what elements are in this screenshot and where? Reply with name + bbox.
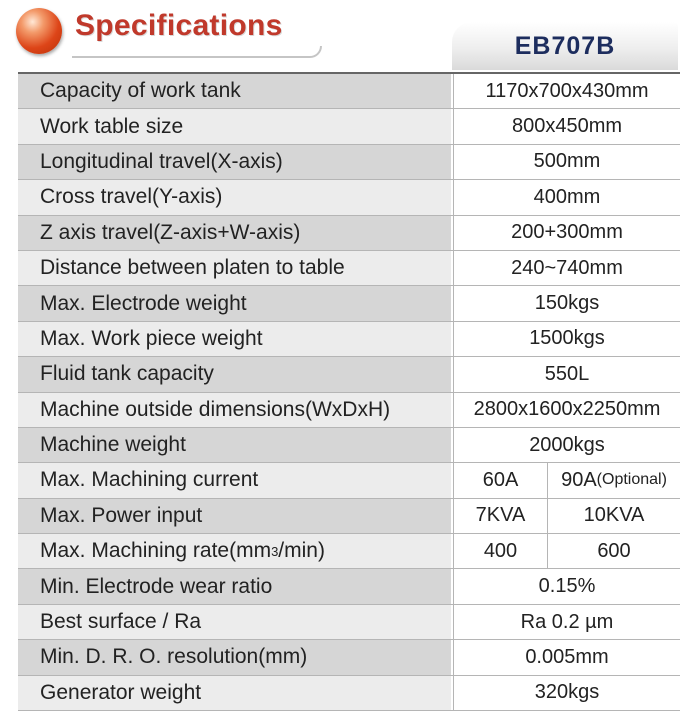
spec-value-optional bbox=[548, 463, 680, 497]
table-row bbox=[18, 676, 680, 711]
spec-value: Ra 0.2 µm bbox=[453, 605, 680, 639]
spec-value: 200+300mm bbox=[453, 216, 680, 250]
spec-value: 400mm bbox=[453, 180, 680, 214]
table-row bbox=[18, 569, 680, 604]
spec-label bbox=[18, 534, 453, 568]
spec-label: Machine outside dimensions(WxDxH) bbox=[18, 393, 453, 427]
spec-value-optional-number: 90A bbox=[561, 468, 597, 491]
spec-label-suffix: /min) bbox=[278, 539, 325, 563]
spec-value-split bbox=[453, 463, 680, 497]
table-row bbox=[18, 180, 680, 215]
spec-value: 800x450mm bbox=[453, 109, 680, 143]
spec-value: 2800x1600x2250mm bbox=[453, 393, 680, 427]
spec-label-text: Max. Machining rate(mm bbox=[40, 539, 272, 563]
orange-ball-icon bbox=[16, 8, 62, 54]
spec-label: Machine weight bbox=[18, 428, 453, 462]
spec-value-standard: 7KVA bbox=[454, 499, 548, 533]
spec-value-standard: 60A bbox=[454, 463, 548, 497]
spec-value: 1170x700x430mm bbox=[453, 74, 680, 108]
spec-label: Min. Electrode wear ratio bbox=[18, 569, 453, 603]
table-row bbox=[18, 534, 680, 569]
spec-value: 0.005mm bbox=[453, 640, 680, 674]
table-row bbox=[18, 499, 680, 534]
spec-label: Longitudinal travel(X-axis) bbox=[18, 145, 453, 179]
spec-label: Z axis travel(Z-axis+W-axis) bbox=[18, 216, 453, 250]
spec-value: 500mm bbox=[453, 145, 680, 179]
spec-value: 1500kgs bbox=[453, 322, 680, 356]
spec-label: Work table size bbox=[18, 109, 453, 143]
table-row bbox=[18, 428, 680, 463]
spec-label: Max. Work piece weight bbox=[18, 322, 453, 356]
table-row bbox=[18, 357, 680, 392]
spec-value: 320kgs bbox=[453, 676, 680, 710]
table-row bbox=[18, 393, 680, 428]
spec-label: Max. Machining current bbox=[18, 463, 453, 497]
superscript-3: 3 bbox=[271, 543, 279, 559]
table-row bbox=[18, 286, 680, 321]
spec-label: Capacity of work tank bbox=[18, 74, 453, 108]
spec-value: 550L bbox=[453, 357, 680, 391]
spec-value-split bbox=[453, 534, 680, 568]
table-row bbox=[18, 251, 680, 286]
spec-value-optional: 600 bbox=[597, 539, 631, 562]
spec-value-standard: 400 bbox=[454, 534, 548, 568]
table-row bbox=[18, 605, 680, 640]
spec-label: Generator weight bbox=[18, 676, 453, 710]
table-row bbox=[18, 109, 680, 144]
table-row bbox=[18, 322, 680, 357]
spec-label: Max. Electrode weight bbox=[18, 286, 453, 320]
optional-note: (Optional) bbox=[596, 471, 667, 489]
model-tab: EB707B bbox=[452, 22, 678, 70]
page-title: Specifications bbox=[75, 9, 283, 42]
spec-header bbox=[0, 0, 682, 70]
title-underline bbox=[72, 46, 322, 58]
table-row bbox=[18, 74, 680, 109]
table-row bbox=[18, 216, 680, 251]
spec-label: Best surface / Ra bbox=[18, 605, 453, 639]
spec-label: Cross travel(Y-axis) bbox=[18, 180, 453, 214]
spec-table bbox=[18, 72, 680, 711]
spec-value: 0.15% bbox=[453, 569, 680, 603]
spec-value-split bbox=[453, 499, 680, 533]
spec-value: 240~740mm bbox=[453, 251, 680, 285]
table-row bbox=[18, 145, 680, 180]
spec-label: Max. Power input bbox=[18, 499, 453, 533]
table-row bbox=[18, 463, 680, 498]
table-row bbox=[18, 640, 680, 675]
spec-value: 2000kgs bbox=[453, 428, 680, 462]
spec-value-optional: 10KVA bbox=[583, 504, 645, 527]
spec-value: 150kgs bbox=[453, 286, 680, 320]
spec-label: Min. D. R. O. resolution(mm) bbox=[18, 640, 453, 674]
spec-label: Fluid tank capacity bbox=[18, 357, 453, 391]
spec-label: Distance between platen to table bbox=[18, 251, 453, 285]
